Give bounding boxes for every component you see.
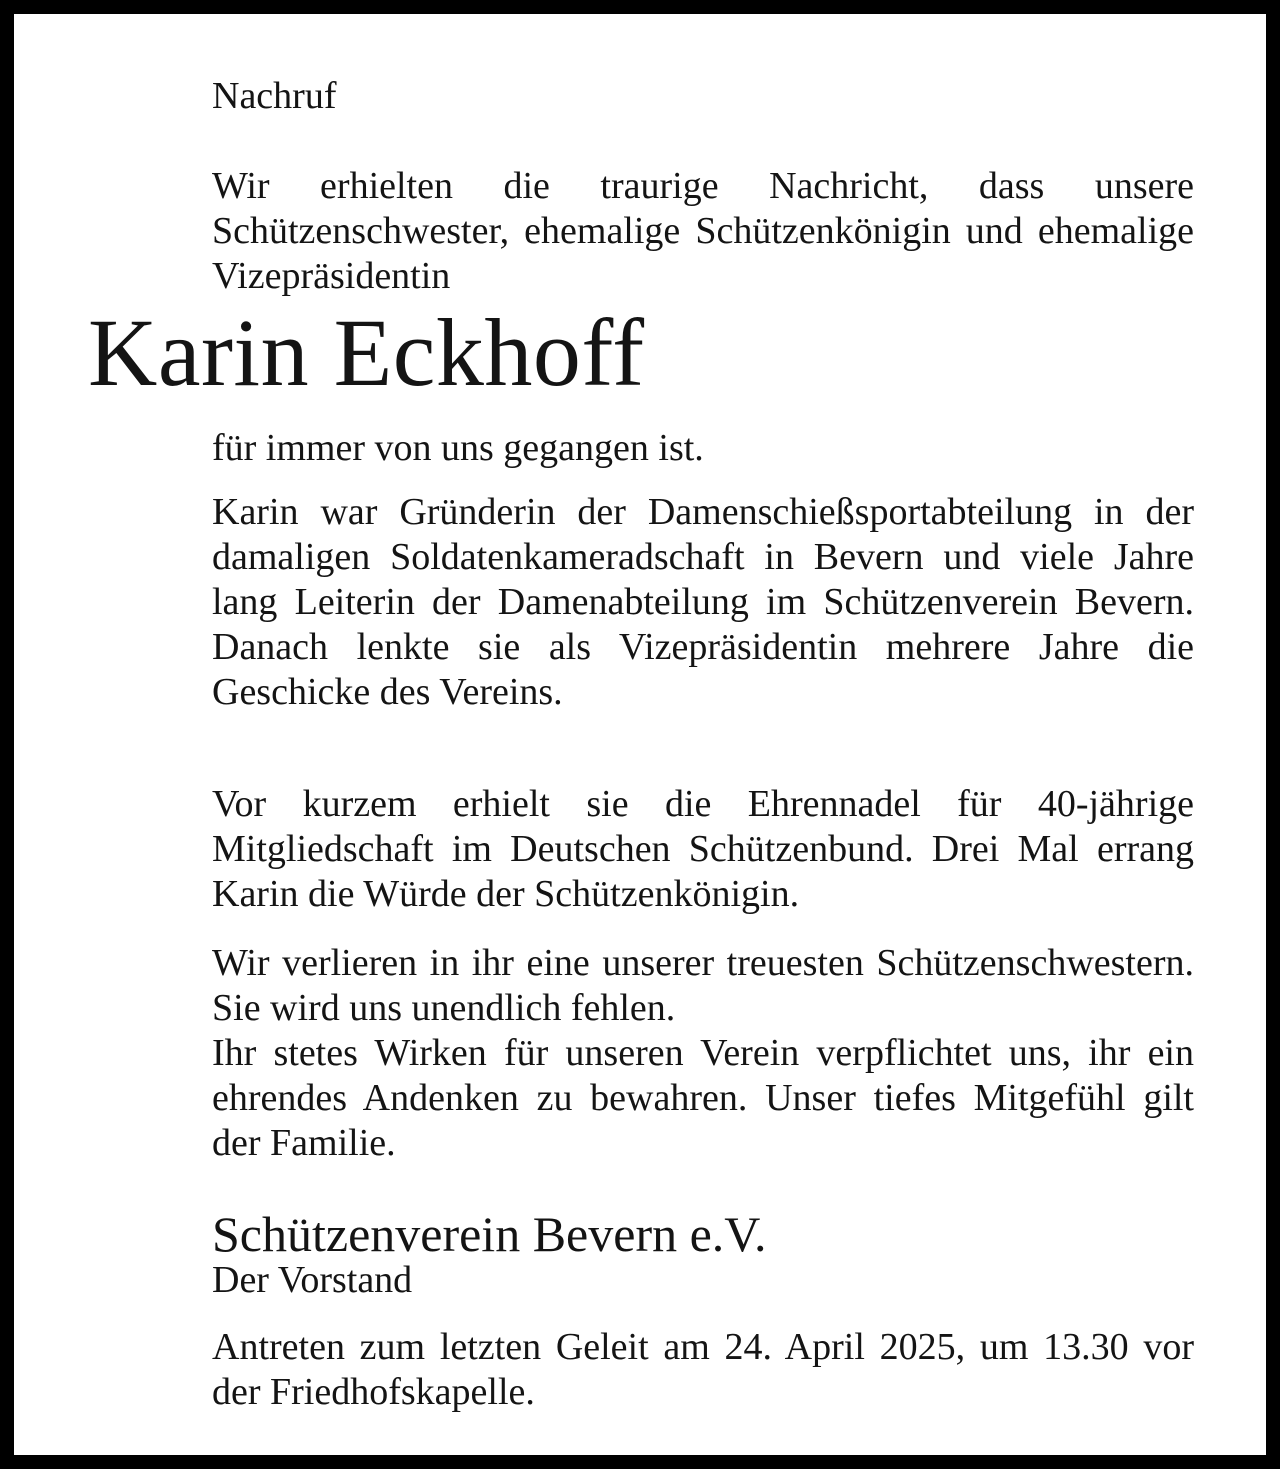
legacy-paragraph: Ihr stetes Wirken für unseren Verein verpflichtet uns, ihr ein ehrendes Andenken zu bewahren. Unser tiefes Mitgefühl gilt der Familie. <box>212 1032 1194 1164</box>
tribute-block <box>212 941 1194 1166</box>
deceased-name: Karin Eckhoff <box>88 299 645 406</box>
loss-paragraph: Wir verlieren in ihr eine unserer treuesten Schützenschwestern. Sie wird uns unendlich fehlen. <box>212 942 1194 1029</box>
board-signature: Der Vorstand <box>212 1259 413 1301</box>
funeral-info: Antreten zum letzten Geleit am 24. April 2025, um 13.30 vor der Friedhofskapelle. <box>212 1326 1194 1413</box>
biography-paragraph: Karin war Gründerin der Damenschießsportabteilung in der damaligen Soldatenkameradschaft in Bevern und viele Jahre lang Leiterin der Damenabteilung im Schützenverein Bevern. Danach lenkte sie als Vizepräsidentin mehrere Jahre die Geschicke des Vereins. <box>212 491 1194 713</box>
notice-heading: Nachruf <box>212 75 337 117</box>
award-paragraph: Vor kurzem erhielt sie die Ehrennadel für 40-jährige Mitgliedschaft im Deutschen Schützenbund. Drei Mal errang Karin die Würde der Schützenkönigin. <box>212 783 1194 915</box>
passing-line: für immer von uns gegangen ist. <box>212 427 704 469</box>
intro-paragraph: Wir erhielten die traurige Nachricht, dass unsere Schützenschwester, ehemalige Schützenkönigin und ehemalige Vizepräsidentin <box>212 165 1194 297</box>
organization-name: Schützenverein Bevern e.V. <box>212 1206 767 1262</box>
